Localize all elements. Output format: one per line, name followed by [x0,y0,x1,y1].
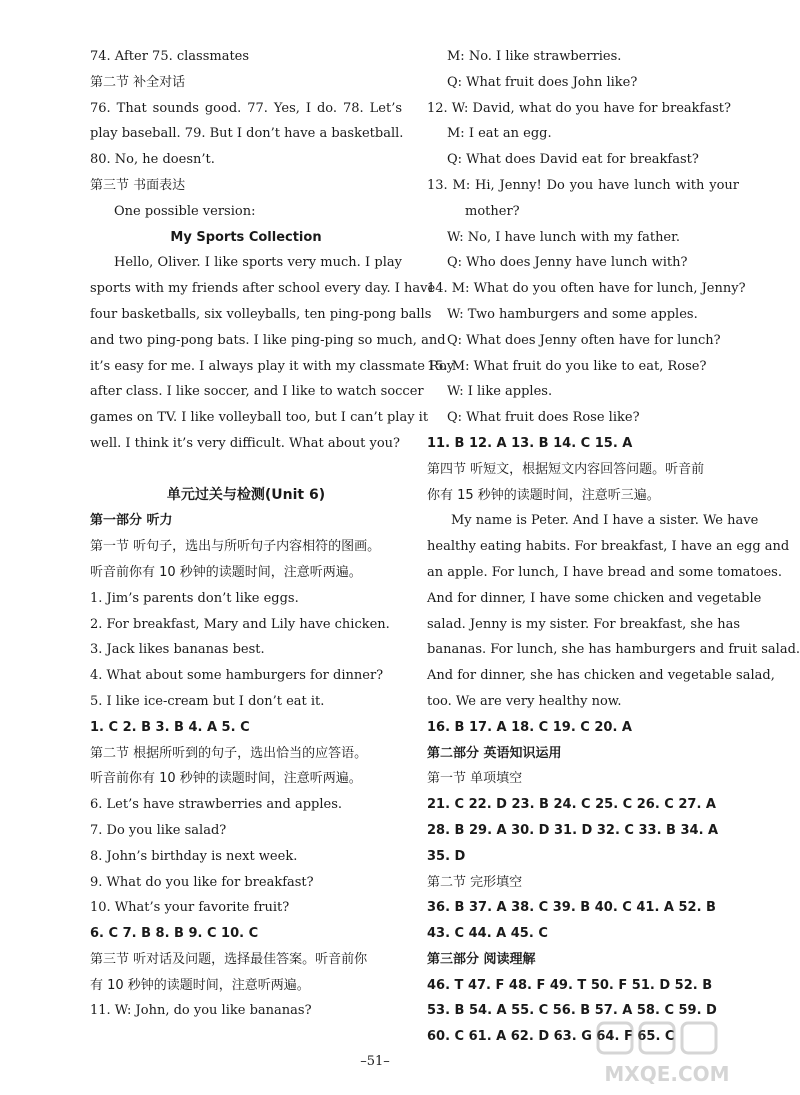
left-text-line [90,457,402,483]
left-text-line: 单元过关与检测(Unit 6) [166,486,326,503]
left-text-line: 第三节 书面表达 [90,177,186,193]
right-text-line: 13. M: Hi, Jenny! Do you have lunch with your [427,177,739,193]
right-text-line: 35. D [427,848,466,864]
left-text-line: 第一部分 听力 [90,513,173,529]
right-text-line: 第二部分 英语知识运用 [427,745,562,761]
left-text-line: it’s easy for me. I always play it with my classmate Roy [90,358,455,374]
right-text-line: 15. M: What fruit do you like to eat, Rose? [427,358,707,374]
left-text-line: 76. That sounds good. 77. Yes, I do. 78. Let’s [90,100,402,116]
left-text-line: 9. What do you like for breakfast? [90,874,314,890]
right-text-line: bananas. For lunch, she has hamburgers and fruit salad. [427,642,800,658]
right-text-line: Q: What fruit does Rose like? [447,410,640,426]
right-text-line: 60. C 61. A 62. D 63. G 64. F 65. C [427,1029,675,1045]
right-text-line: And for dinner, I have some chicken and vegetable [427,590,762,606]
right-text-line: salad. Jenny is my sister. For breakfast, she has [427,616,741,632]
left-text-line: 74. After 75. classmates [90,49,250,64]
left-text-line: One possible version: [114,203,256,219]
right-text-line: And for dinner, she has chicken and vegetable salad, [427,668,775,684]
left-text-line: 2. For breakfast, Mary and Lily have chicken. [90,616,390,632]
left-text-line: play baseball. 79. But I don’t have a basketball. [90,126,404,142]
left-text-line: 有 10 秒钟的读题时间，注意听两遍。 [90,977,310,993]
right-text-line: 43. C 44. A 45. C [427,926,548,942]
left-text-line: games on TV. I like volleyball too, but I can’t play it [90,410,429,426]
left-text-line: 80. No, he doesn’t. [90,152,215,168]
left-text-line: and two ping-pong bats. I like ping-ping so much, and [90,332,446,348]
watermark-logo-icon [592,1017,742,1089]
right-text-line: 你有 15 秒钟的读题时间，注意听三遍。 [427,487,660,503]
left-text-line: 听音前你有 10 秒钟的读题时间，注意听两遍。 [90,771,362,787]
left-text-line: well. I think it’s very difficult. What about you? [90,435,401,451]
left-text-line: 1. C 2. B 3. B 4. A 5. C [90,719,250,735]
left-text-line: 第二节 根据所听到的句子，选出恰当的应答语。 [90,745,368,761]
left-text-line: 1. Jim’s parents don’t like eggs. [90,590,299,606]
left-text-line: Hello, Oliver. I like sports very much. I play [114,255,402,271]
right-text-line: 21. C 22. D 23. B 24. C 25. C 26. C 27. A [427,797,716,813]
left-text-line: 5. I like ice-cream but I don’t eat it. [90,693,325,709]
left-text-line: 10. What’s your favorite fruit? [90,900,290,916]
right-text-line: M: No. I like strawberries. [447,49,622,64]
right-text-line: an apple. For lunch, I have bread and some tomatoes. [427,564,782,580]
left-text-line: 8. John’s birthday is next week. [90,848,298,864]
right-text-line: Q: What fruit does John like? [447,74,638,90]
page-number: –51– [360,1054,390,1069]
right-text-line: 14. M: What do you often have for lunch, Jenny? [427,281,746,297]
right-text-line: 第二节 完形填空 [427,874,523,890]
left-text-line: 7. Do you like salad? [90,822,227,838]
left-text-line: My Sports Collection [170,229,322,245]
right-text-line: My name is Peter. And I have a sister. We have [451,513,759,529]
right-column [427,44,800,1050]
left-text-line: 4. What about some hamburgers for dinner? [90,668,384,684]
left-text-line: 6. C 7. B 8. B 9. C 10. C [90,926,259,942]
left-text-line: four basketballs, six volleyballs, ten ping-pong balls [90,306,432,322]
right-text-line: 第三部分 阅读理解 [427,951,536,967]
left-text-line: sports with my friends after school every day. I have [90,281,436,297]
right-text-line: 46. T 47. F 48. F 49. T 50. F 51. D 52. B [427,977,713,993]
left-text-line: 第二节 补全对话 [90,74,186,90]
right-text-line: 16. B 17. A 18. C 19. C 20. A [427,719,632,735]
left-text-line: 第三节 听对话及问题，选择最佳答案。听音前你 [90,951,368,967]
right-text-line: Q: Who does Jenny have lunch with? [447,255,688,271]
left-text-line: 11. W: John, do you like bananas? [90,1003,312,1019]
right-text-line: 53. B 54. A 55. C 56. B 57. A 58. C 59. D [427,1003,717,1019]
left-text-line: 第一节 听句子，选出与所听句子内容相符的图画。 [90,539,381,555]
right-text-line: 28. B 29. A 30. D 31. D 32. C 33. B 34. A [427,822,719,838]
right-text-line: healthy eating habits. For breakfast, I have an egg and [427,539,790,555]
right-text-line: W: No, I have lunch with my father. [447,229,681,245]
left-text-line: 6. Let’s have strawberries and apples. [90,797,343,813]
right-text-line: 11. B 12. A 13. B 14. C 15. A [427,435,633,451]
left-text-line: 听音前你有 10 秒钟的读题时间，注意听两遍。 [90,564,362,580]
right-text-line: 第一节 单项填空 [427,771,523,787]
right-text-line: Q: What does David eat for breakfast? [447,152,699,168]
right-text-line: mother? [465,203,520,219]
right-text-line: Q: What does Jenny often have for lunch? [447,332,721,348]
right-text-line: too. We are very healthy now. [427,693,622,709]
right-text-line: 36. B 37. A 38. C 39. B 40. C 41. A 52. B [427,900,716,916]
right-text-line: 12. W: David, what do you have for breakfast? [427,100,731,116]
left-text-line: 3. Jack likes bananas best. [90,642,265,658]
right-text-line: W: I like apples. [447,384,553,400]
right-text-line: 第四节 听短文，根据短文内容回答问题。听音前 [427,461,705,477]
right-text-line: M: I eat an egg. [447,126,552,142]
left-text-line: after class. I like soccer, and I like to watch soccer [90,384,424,400]
svg-text:MXQE.COM: MXQE.COM [604,1062,730,1086]
right-text-line: W: Two hamburgers and some apples. [447,306,698,322]
